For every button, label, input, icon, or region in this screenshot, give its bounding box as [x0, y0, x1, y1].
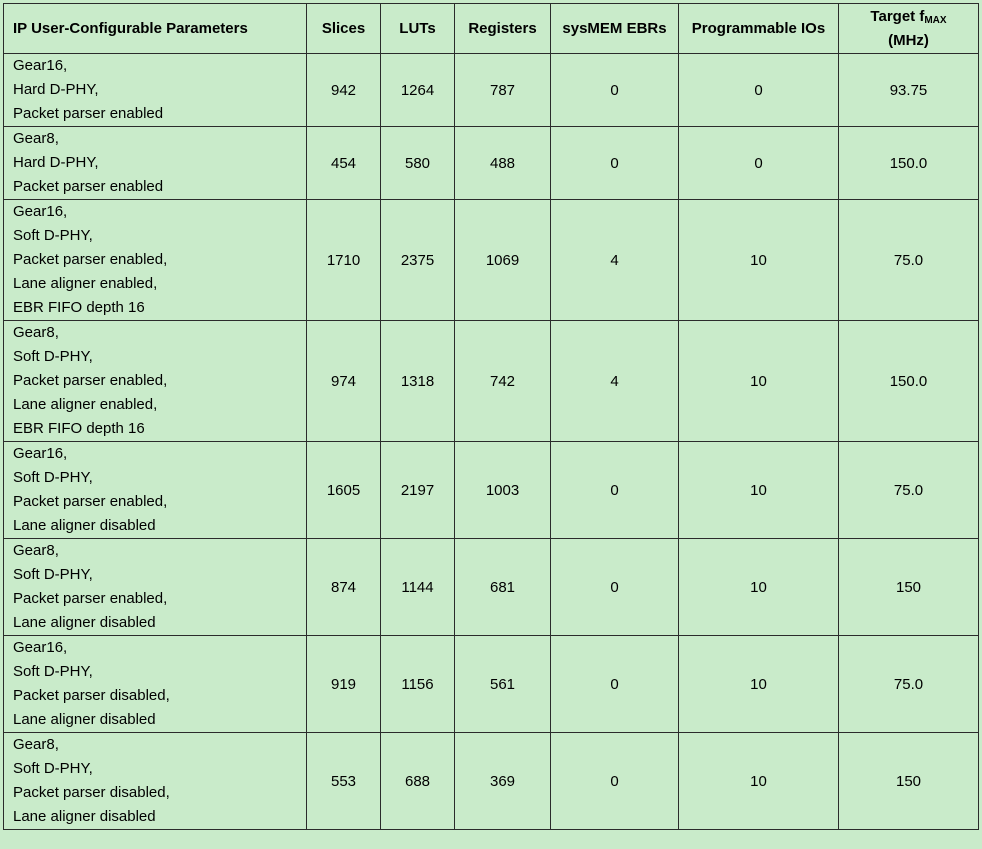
ios-cell: 0: [679, 54, 839, 127]
param-line: Packet parser enabled,: [13, 590, 168, 607]
params-cell: [4, 442, 307, 539]
fmax-cell: 75.0: [839, 636, 979, 733]
luts-cell: 580: [381, 127, 455, 200]
params-cell: [4, 321, 307, 442]
luts-cell: 688: [381, 733, 455, 830]
params-cell: [4, 54, 307, 127]
param-line: Lane aligner disabled: [13, 711, 156, 728]
param-line: Packet parser enabled,: [13, 372, 168, 389]
table-row: [4, 54, 979, 127]
luts-cell: 2197: [381, 442, 455, 539]
header-luts: LUTs: [381, 4, 455, 54]
slices-cell: 1605: [307, 442, 381, 539]
param-line: Packet parser disabled,: [13, 687, 170, 704]
luts-cell: 2375: [381, 200, 455, 321]
param-line: EBR FIFO depth 16: [13, 420, 145, 437]
param-line: Gear8,: [13, 736, 59, 753]
slices-cell: 942: [307, 54, 381, 127]
slices-cell: 874: [307, 539, 381, 636]
param-line: Gear16,: [13, 445, 68, 462]
param-line: Packet parser enabled: [13, 178, 164, 195]
ios-cell: 10: [679, 321, 839, 442]
param-line: Gear16,: [13, 639, 68, 656]
param-line: Lane aligner enabled,: [13, 275, 158, 292]
ebrs-cell: 0: [551, 636, 679, 733]
param-line: Soft D-PHY,: [13, 227, 93, 244]
table-row: [4, 127, 979, 200]
luts-cell: 1156: [381, 636, 455, 733]
resource-utilization-table: [3, 3, 979, 830]
header-registers: Registers: [455, 4, 551, 54]
param-line: Packet parser enabled,: [13, 251, 168, 268]
param-line: Soft D-PHY,: [13, 566, 93, 583]
luts-cell: 1264: [381, 54, 455, 127]
fmax-cell: 93.75: [839, 54, 979, 127]
registers-cell: 369: [455, 733, 551, 830]
param-line: Soft D-PHY,: [13, 469, 93, 486]
ebrs-cell: 0: [551, 127, 679, 200]
param-line: Soft D-PHY,: [13, 760, 93, 777]
params-cell: [4, 127, 307, 200]
params-cell: [4, 200, 307, 321]
table-row: [4, 539, 979, 636]
registers-cell: 787: [455, 54, 551, 127]
resource-table-container: [3, 3, 979, 830]
header-fmax-sub: MAX: [924, 14, 947, 26]
slices-cell: 454: [307, 127, 381, 200]
param-line: Packet parser enabled,: [13, 493, 168, 510]
param-line: Packet parser disabled,: [13, 784, 170, 801]
ebrs-cell: 0: [551, 442, 679, 539]
header-fmax-prefix: Target f: [870, 7, 925, 25]
param-line: Lane aligner enabled,: [13, 396, 158, 413]
header-params: IP User-Configurable Parameters: [4, 4, 307, 54]
ios-cell: 10: [679, 442, 839, 539]
param-line: Gear8,: [13, 542, 59, 559]
fmax-cell: 150: [839, 539, 979, 636]
table-row: [4, 200, 979, 321]
luts-cell: 1144: [381, 539, 455, 636]
param-line: Hard D-PHY,: [13, 154, 99, 171]
param-line: Gear16,: [13, 203, 68, 220]
ios-cell: 10: [679, 539, 839, 636]
fmax-cell: 75.0: [839, 200, 979, 321]
param-line: Soft D-PHY,: [13, 663, 93, 680]
luts-cell: 1318: [381, 321, 455, 442]
ebrs-cell: 4: [551, 200, 679, 321]
registers-cell: 742: [455, 321, 551, 442]
params-cell: [4, 539, 307, 636]
ios-cell: 10: [679, 636, 839, 733]
param-line: Lane aligner disabled: [13, 614, 156, 631]
param-line: Lane aligner disabled: [13, 808, 156, 825]
slices-cell: 553: [307, 733, 381, 830]
params-cell: [4, 733, 307, 830]
registers-cell: 561: [455, 636, 551, 733]
registers-cell: 1069: [455, 200, 551, 321]
param-line: Packet parser enabled: [13, 105, 164, 122]
param-line: Lane aligner disabled: [13, 517, 156, 534]
header-row: [4, 4, 979, 54]
ebrs-cell: 4: [551, 321, 679, 442]
params-cell: [4, 636, 307, 733]
header-fmax-unit: (MHz): [888, 31, 929, 49]
header-fmax: [839, 4, 979, 54]
slices-cell: 919: [307, 636, 381, 733]
table-row: [4, 733, 979, 830]
slices-cell: 974: [307, 321, 381, 442]
param-line: Soft D-PHY,: [13, 348, 93, 365]
registers-cell: 681: [455, 539, 551, 636]
slices-cell: 1710: [307, 200, 381, 321]
header-ebrs: sysMEM EBRs: [551, 4, 679, 54]
param-line: Hard D-PHY,: [13, 81, 99, 98]
table-body: [4, 54, 979, 830]
table-row: [4, 636, 979, 733]
ebrs-cell: 0: [551, 733, 679, 830]
ios-cell: 0: [679, 127, 839, 200]
ebrs-cell: 0: [551, 54, 679, 127]
header-slices: Slices: [307, 4, 381, 54]
fmax-cell: 150.0: [839, 321, 979, 442]
registers-cell: 488: [455, 127, 551, 200]
ebrs-cell: 0: [551, 539, 679, 636]
ios-cell: 10: [679, 200, 839, 321]
param-line: Gear8,: [13, 130, 59, 147]
fmax-cell: 150.0: [839, 127, 979, 200]
table-row: [4, 442, 979, 539]
fmax-cell: 75.0: [839, 442, 979, 539]
fmax-cell: 150: [839, 733, 979, 830]
ios-cell: 10: [679, 733, 839, 830]
registers-cell: 1003: [455, 442, 551, 539]
header-ios: Programmable IOs: [679, 4, 839, 54]
table-row: [4, 321, 979, 442]
param-line: Gear16,: [13, 57, 68, 74]
param-line: Gear8,: [13, 324, 59, 341]
param-line: EBR FIFO depth 16: [13, 299, 145, 316]
